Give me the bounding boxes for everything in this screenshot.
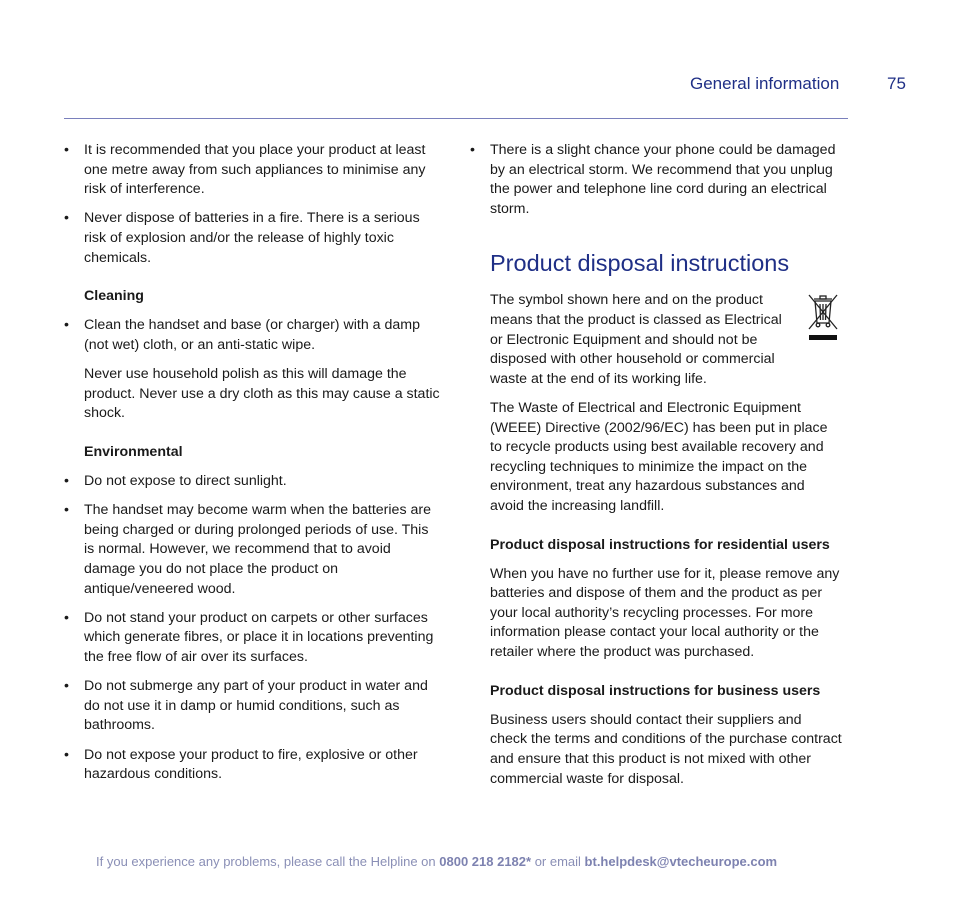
business-heading: Product disposal instructions for business users [490,682,821,699]
weee-intro-text: The symbol shown here and on the product means that the product is classed as Electrical or Electronic Equipment and should not be disposed with other household or commercial waste at the end of its working life. [490,292,782,387]
list-item-text: The handset may become warm when the batteries are being charged or during prolonged periods of use. This is normal. However, we recommend that to avoid damage you do not place the product on antique/veneered wood. [84,502,431,597]
helpdesk-email: bt.helpdesk@vtecheurope.com [584,854,778,869]
bullet-icon: • [64,317,69,334]
weee-directive-text: The Waste of Electrical and Electronic Equipment (WEEE) Directive (2002/96/EC) has been put in place to recycle products using best available recovery and recycling techniques to minimize the impact on the environment, treat any hazardous substances and avoid the increasing landfill. [490,399,828,514]
bullet-icon: • [64,142,69,158]
list-item [64,746,442,785]
footer-text: If you experience any problems, please call the Helpline on [96,854,440,869]
section-title: Product disposal instructions [490,250,790,277]
list-item-text: Do not expose your product to fire, explosive or other hazardous conditions. [84,746,418,783]
bullet-icon: • [470,142,475,158]
residential-heading: Product disposal instructions for residential users [490,536,830,553]
bullet-icon: • [64,678,69,695]
list-item [64,209,442,268]
left-column [64,141,442,794]
list-item [64,316,442,355]
right-column [470,141,842,799]
cleaning-heading: Cleaning [84,288,144,305]
footer-helpline [96,854,777,869]
header-divider [64,118,848,119]
header-section-title: General information [690,74,840,93]
list-item-text: Never dispose of batteries in a fire. There is a serious risk of explosion and/or the release of highly toxic chemicals. [84,210,420,266]
list-item-text: Clean the handset and base (or charger) with a damp (not wet) cloth, or an anti-static wipe. [84,317,420,353]
page-number: 75 [887,74,906,93]
environmental-heading: Environmental [84,443,183,460]
helpline-phone: 0800 218 2182* [439,854,532,869]
bullet-icon: • [64,473,69,490]
list-item [64,141,442,200]
bullet-icon: • [64,210,69,227]
cleaning-note: Never use household polish as this will damage the product. Never use a dry cloth as this may cause a static shock. [84,366,440,422]
list-item-text: There is a slight chance your phone could be damaged by an electrical storm. We recommend that you unplug the power and telephone line cord during an electrical storm. [490,142,836,217]
weee-intro-block [470,291,842,389]
business-text: Business users should contact their suppliers and check the terms and conditions of the purchase contract and ensure that this product is not mixed with other commercial waste for disposal. [490,711,842,787]
crossed-out-wheelie-bin-icon [806,293,840,341]
list-item-text: Do not stand your product on carpets or other surfaces which generate fibres, or place it in locations preventing the free flow of air over its surfaces. [84,609,434,666]
list-item-text: Do not submerge any part of your product in water and do not use it in damp or humid conditions, such as bathrooms. [84,678,428,734]
list-item-text: It is recommended that you place your product at least one metre away from such appliances to minimise any risk of interference. [84,142,426,198]
bullet-icon: • [64,502,69,519]
bullet-icon: • [64,746,69,763]
list-item [470,141,842,219]
bullet-icon: • [64,609,69,626]
footer-text: or email [531,854,585,869]
list-item [64,677,442,736]
list-item [64,609,442,668]
list-item-text: Do not expose to direct sunlight. [84,473,287,490]
residential-text: When you have no further use for it, please remove any batteries and dispose of them and the product as per your local authority’s recycling processes. For more information please contact your local authority or the retailer where the product was purchased. [490,565,840,661]
list-item [64,472,442,492]
list-item [64,501,442,599]
